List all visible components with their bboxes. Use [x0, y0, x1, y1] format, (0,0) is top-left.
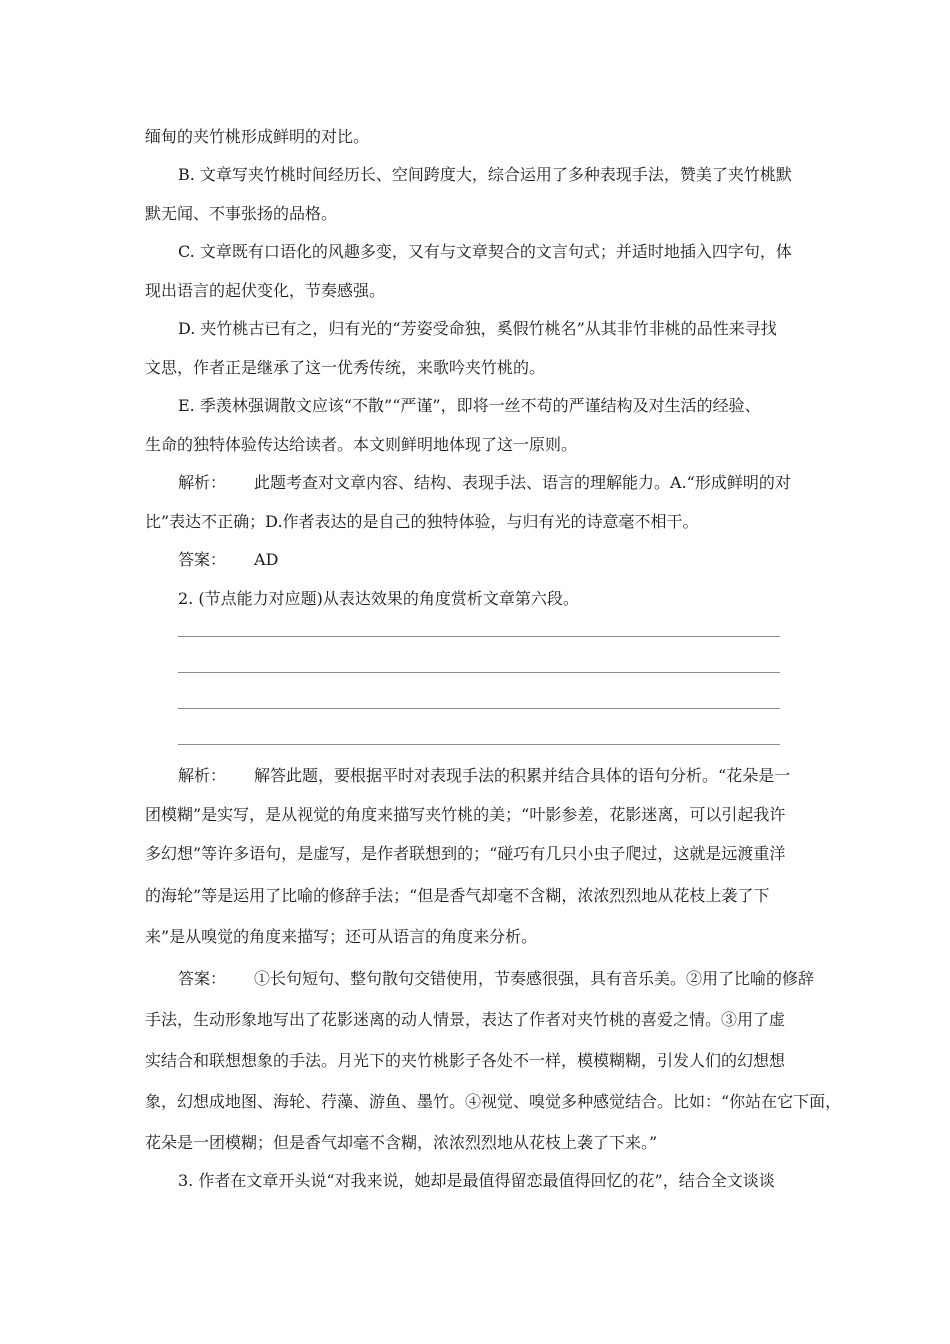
analysis-2-line1	[178, 766, 790, 786]
answer-2-line3: 实结合和联想想象的手法。月光下的夹竹桃影子各处不一样，模模糊糊，引发人们的幻想想	[145, 1051, 786, 1070]
paragraph-option-a-tail: 缅甸的夹竹桃形成鲜明的对比。	[145, 127, 370, 146]
answer-label: 答案：	[178, 550, 227, 569]
analysis-1-line2: 比”表达不正确；D.作者表达的是自己的独特体验，与归有光的诗意毫不相干。	[145, 512, 699, 531]
analysis-text: 此题考查对文章内容、结构、表现手法、语言的理解能力。A.“形成鲜明的对	[254, 473, 791, 492]
analysis-2-line2: 团模糊”是实写，是从视觉的角度来描写夹竹桃的美；“叶影参差，花影迷离，可以引起我许	[145, 805, 786, 824]
paragraph-option-c-line2: 现出语言的起伏变化，节奏感强。	[145, 281, 386, 300]
analysis-label: 解析：	[178, 766, 227, 785]
answer-label: 答案：	[178, 969, 227, 988]
paragraph-option-c-line1: C. 文章既有口语化的风趣多变，又有与文章契合的文言句式；并适时地插入四字句，体	[178, 242, 792, 261]
paragraph-option-e-line1: E. 季羡林强调散文应该“不散”“严谨”，即将一丝不苟的严谨结构及对生活的经验、	[178, 396, 761, 415]
answer-2-line5: 花朵是一团模糊；但是香气却毫不含糊，浓浓烈烈地从花枝上袭了下来。”	[145, 1133, 658, 1152]
paragraph-option-d-line1: D. 夹竹桃古已有之，归有光的“芳姿受命独，奚假竹桃名”从其非竹非桃的品性来寻找	[178, 319, 777, 338]
answer-blank-line	[178, 708, 780, 709]
answer-blank-line	[178, 636, 780, 637]
answer-1	[178, 550, 278, 570]
paragraph-option-b-line2: 默无闻、不事张扬的品格。	[145, 204, 338, 223]
analysis-2-line4: 的海轮”等是运用了比喻的修辞手法；“但是香气却毫不含糊，浓浓烈烈地从花枝上袭了下	[145, 886, 770, 905]
analysis-2-line5: 来”是从嗅觉的角度来描写；还可从语言的角度来分析。	[145, 927, 538, 946]
question-3: 3. 作者在文章开头说“对我来说，她却是最值得留恋最值得回忆的花”，结合全文谈谈	[178, 1171, 775, 1190]
analysis-1-line1	[178, 473, 791, 493]
paragraph-option-e-line2: 生命的独特体验传达给读者。本文则鲜明地体现了这一原则。	[145, 435, 578, 454]
paragraph-option-b-line1: B. 文章写夹竹桃时间经历长、空间跨度大，综合运用了多种表现手法，赞美了夹竹桃默	[178, 165, 792, 184]
answer-2-line2: 手法，生动形象地写出了花影迷离的动人情景，表达了作者对夹竹桃的喜爱之情。③用了虚	[145, 1010, 786, 1029]
paragraph-option-d-line2: 文思，作者正是继承了这一优秀传统，来歌吟夹竹桃的。	[145, 358, 546, 377]
answer-2-line1	[178, 969, 814, 989]
question-2: 2. (节点能力对应题)从表达效果的角度赏析文章第六段。	[178, 589, 579, 608]
answer-text: ①长句短句、整句散句交错使用，节奏感很强，具有音乐美。②用了比喻的修辞	[254, 969, 815, 988]
analysis-text: 解答此题，要根据平时对表现手法的积累并结合具体的语句分析。“花朵是一	[254, 766, 791, 785]
answer-value: AD	[254, 550, 279, 569]
analysis-2-line3: 多幻想”等许多语句，是虚写，是作者联想到的；“碰巧有几只小虫子爬过，这就是远渡重洋	[145, 844, 786, 863]
answer-blank-line	[178, 744, 780, 745]
analysis-label: 解析：	[178, 473, 227, 492]
answer-blank-line	[178, 672, 780, 673]
answer-2-line4: 象，幻想成地图、海轮、荇藻、游鱼、墨竹。④视觉、嗅觉多种感觉结合。比如：“你站在它下面，	[145, 1092, 842, 1111]
